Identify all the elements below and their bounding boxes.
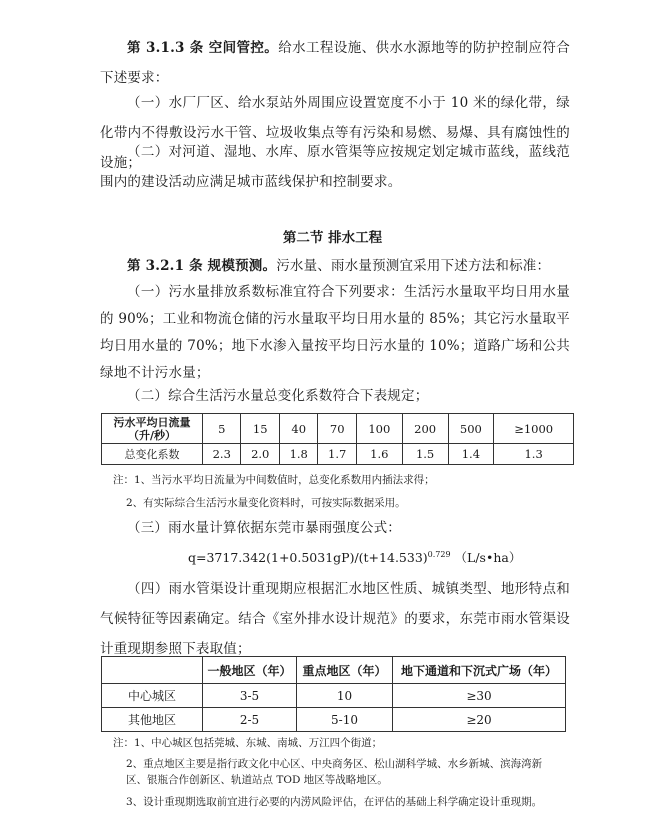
table-cell: ≥20 [393,708,566,732]
table-header-cell: 70 [318,414,356,444]
table-2-note-3: 3、设计重现期选取前宜进行必要的内涝风险评估，在评估的基础上科学确定设计重现期。 [126,796,543,808]
table-cell: 1.4 [448,444,494,465]
table-header-cell: 15 [241,414,279,444]
table-1-note-2: 2、有实际综合生活污水量变化资料时，可按实际数据采用。 [126,497,406,509]
table-cell: 1.6 [356,444,402,465]
table-cell: 中心城区 [102,684,203,708]
table-2-note-2: 2、重点地区主要是指行政文化中心区、中央商务区、松山湖科学城、水乡新城、滨海湾新区、银瓶合作创新区、轨道站点 TOD 地区等战略地区。 [126,758,543,786]
table-header-cell: 5 [203,414,241,444]
article-3-2-1-item-3: （三）雨水量计算依据东莞市暴雨强度公式： [127,520,401,536]
article-3-2-1-item-2: （二）综合生活污水量总变化系数符合下表规定； [127,388,429,404]
article-3-1-3-paragraph [100,33,570,93]
table-header-row [102,657,566,684]
table-cell: 2-5 [203,708,297,732]
table-cell: 1.7 [318,444,356,465]
article-3-1-3-label: 第 3.1.3 条 空间管控。 [127,40,279,56]
table-header-cell: 500 [448,414,494,444]
table-cell: 其他地区 [102,708,203,732]
article-3-2-1-text: 污水量、雨水量预测宜采用下述方法和标准： [276,258,551,274]
section-title: 第二节 排水工程 [282,230,383,246]
table-header-cell: 地下通道和下沉式广场（年） [393,657,566,684]
table-header-cell: 重点地区（年） [297,657,393,684]
table-header-cell: 一般地区（年） [203,657,297,684]
return-period-table [101,656,566,732]
table-header-cell: 40 [279,414,317,444]
article-3-2-1-label: 第 3.2.1 条 规模预测。 [127,258,277,274]
table-header-row [102,414,574,444]
table-row [102,444,574,465]
article-3-2-1-item-4: （四）雨水管渠设计重现期应根据汇水地区性质、城镇类型、地形特点和气候特征等因素确定。结合《室外排水设计规范》的要求，东莞市雨水管渠设计重现期参照下表取值； [100,581,570,657]
table-header-cell: 100 [356,414,402,444]
table-cell: 1.3 [494,444,574,465]
table-cell: 2.0 [241,444,279,465]
article-3-1-3-item-2: （二）对河道、湿地、水库、原水管渠等应按规定划定城市蓝线，蓝线范围内的建设活动应满足城市蓝线保护和控制要求。 [100,144,570,190]
table-cell: 3-5 [203,684,297,708]
table-cell: 总变化系数 [102,444,203,465]
sewage-coefficient-table [101,413,574,465]
table-2-note-1: 注：1、中心城区包括莞城、东城、南城、万江四个街道； [113,737,383,749]
table-header-cell [102,657,203,684]
table-row [102,684,566,708]
table-cell: 2.3 [203,444,241,465]
article-3-1-3-item-1: （一）水厂厂区、给水泵站外周围应设置宽度不小于 10 米的绿化带，绿化带内不得敷设污水干管、垃圾收集点等有污染和易燃、易爆、具有腐蚀性的设施； [100,95,570,171]
table-1-note-1: 注：1、当污水平均日流量为中间数值时，总变化系数用内插法求得； [113,474,435,486]
table-header-cell: 200 [402,414,448,444]
formula-main: q=3717.342(1+0.5031gP)/(t+14.533) [188,550,428,565]
table-header-cell: 污水平均日流量（升/秒） [102,414,203,444]
article-3-2-1-item-1: （一）污水量排放系数标准宜符合下列要求：生活污水量取平均日用水量的 90%；工业和物流仓储的污水量取平均日用水量的 85%；其它污水量取平均日用水量的 70%；地下水渗入量按平均日污水量的 10%；道路广场和公共绿地不计污水量； [100,284,570,381]
table-cell: 1.5 [402,444,448,465]
table-header-cell: ≥1000 [494,414,574,444]
rainstorm-formula [188,548,521,566]
table-cell: ≥30 [393,684,566,708]
table-cell: 5-10 [297,708,393,732]
table-row [102,708,566,732]
table-cell: 1.8 [279,444,317,465]
article-3-2-1-paragraph [100,251,570,281]
article-3-1-3-text: 给水工程设施、供水水源地等的防护控制应符合下述要求： [100,40,570,86]
formula-exponent: 0.729 [427,549,451,559]
formula-unit: （L/s•ha） [454,550,522,565]
table-cell: 10 [297,684,393,708]
